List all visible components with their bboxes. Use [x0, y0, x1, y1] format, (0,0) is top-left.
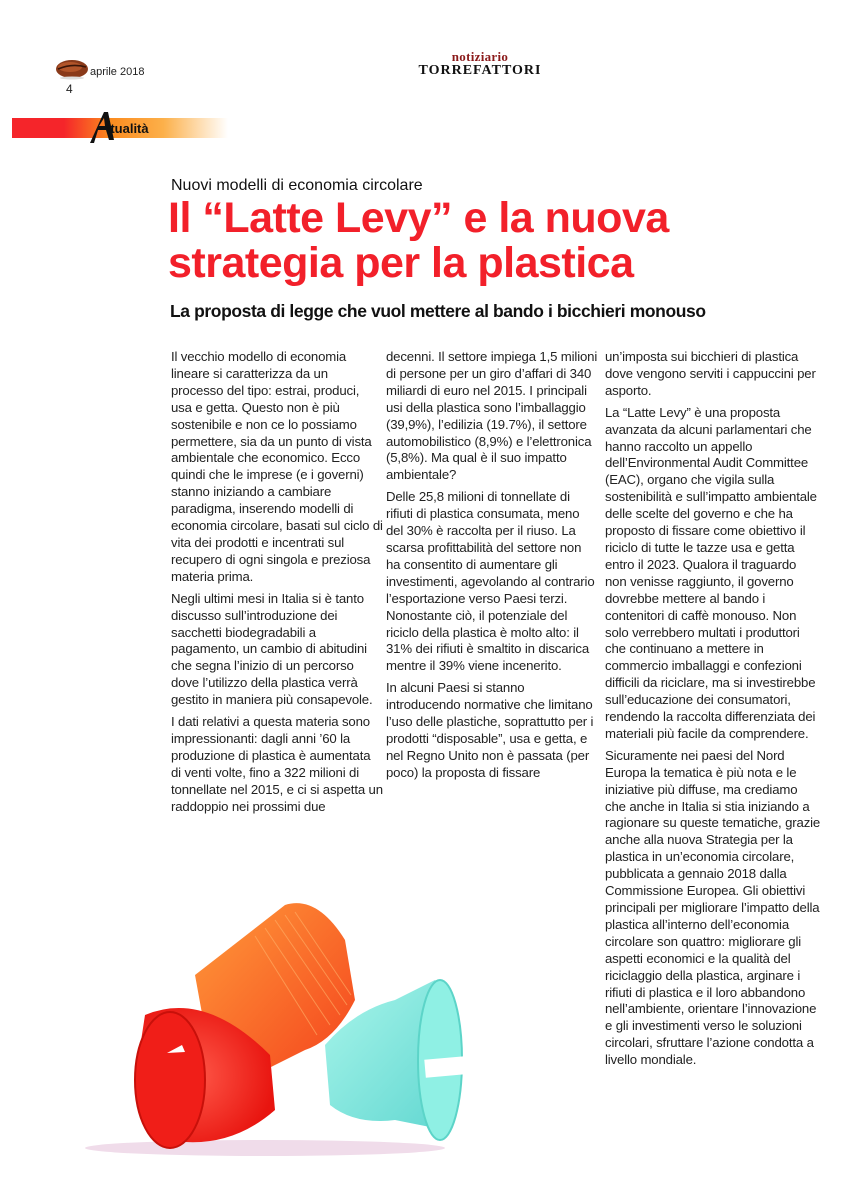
paragraph: Delle 25,8 milioni di tonnellate di rifiuti di plastica consumata, meno del 30% è raccolta per il riuso. La scarsa profittabilità del settore non ha consentito di aumentare gli investimenti, agevolando al contrario l’esportazione verso Paesi terzi. Nonostante ciò, il potenziale del riciclo della plastica è molto alto: il 31% dei rifiuti è smaltito in discarica mentre il 39% viene incenerito. — [386, 489, 595, 674]
paragraph: un’imposta sui bicchieri di plastica dove vengono serviti i cappuccini per asporto. — [605, 349, 816, 398]
article-column-1 — [171, 349, 383, 820]
coffee-bean-icon — [55, 58, 89, 80]
paragraph: La “Latte Levy” è una proposta avanzata da alcuni parlamentari che hanno raccolto un appello dell’Environmental Audit Committee (EAC), organo che vigila sulla sostenibilità e sull’impatto ambientale delle scelte del governo e che ha proposto di fissare come obiettivo il riciclo di tutte le tazze usa e getta entro il 2023. Qualora il traguardo non venisse raggiunto, il governo dovrebbe mettere al bando i contenitori di caffè monouso. Non solo verrebbero multati i produttori che continuano a mettere in commercio imballaggi e confezioni difficili da riciclare, ma si investirebbe sull’educazione dei consumatori, rendendo la raccolta differenziata dei materiali più facile da comprendere. — [605, 404, 817, 741]
section-label: ttualità — [106, 121, 149, 136]
title-line-2: strategia per la plastica — [168, 239, 634, 287]
article-subtitle: La proposta di legge che vuol mettere al bando i bicchieri monouso — [170, 301, 706, 321]
masthead-big: TORREFATTORI — [418, 63, 542, 78]
issue-date: aprile 2018 — [90, 66, 145, 78]
page-number: 4 — [66, 82, 73, 96]
paragraph: I dati relativi a questa materia sono impressionanti: dagli anni ’60 la produzione di plastica è aumentata di venti volte, fino a 322 milioni di tonnellate nel 2015, e ci si aspetta un raddoppio nei prossimi due — [171, 714, 383, 814]
paragraph: Sicuramente nei paesi del Nord Europa la tematica è più nota e le iniziative più diffuse, ma crediamo che anche in Italia si stia iniziando a ragionare su queste tematiche, grazie anche alla nuova Strategia per la plastica in un’economia circolare, pubblicata a gennaio 2018 dalla Commissione Europea. Gli obiettivi principali per migliorare l’impatto della plastica all’interno dell’economia circolare son quattro: migliorare gli aspetti economici e la qualità del riciclaggio della plastica, arginare i rifiuti di plastica e il loro abbandono nell’ambiente, orientare l’innovazione e gli investimenti verso le soluzioni circolari, sfruttare l’azione condotta a livello mondiale. — [605, 747, 821, 1068]
article-column-3 — [605, 349, 821, 1074]
masthead-small: notiziario — [451, 49, 509, 64]
paragraph: decenni. Il settore impiega 1,5 milioni di persone per un giro d’affari di 340 miliardi di euro nel 2015. I principali usi della plastica sono l’imballaggio (39,9%), l’edilizia (19.7%), il settore automobilistico (8,9%) e l’elettronica (5,8%). Ma qual è il suo impatto ambientale? — [386, 349, 598, 483]
plastic-cups-photo — [55, 880, 480, 1160]
title-line-1: Il “Latte Levy” e la nuova — [168, 194, 669, 242]
shadow — [85, 1140, 445, 1156]
article-kicker: Nuovi modelli di economia circolare — [171, 177, 423, 194]
masthead-logo — [380, 50, 580, 78]
article-title — [168, 196, 828, 286]
article-column-2 — [386, 349, 598, 787]
paragraph: Il vecchio modello di economia lineare si caratterizza da un processo del tipo: estrai, produci, usa e getta. Questo non è più sostenibile e non ce lo possiamo permettere, sia da un punto di vista ambientale che economico. Ecco quindi che le imprese (e i governi) stanno iniziando a cambiare paradigma, inserendo modelli di economia circolare, basati sul ciclo di vita dei prodotti e incentrati sul recupero di ogni singola e preziosa materia prima. — [171, 349, 383, 584]
paragraph: In alcuni Paesi si stanno introducendo normative che limitano l’uso delle plastiche, soprattutto per i prodotti “disposable”, usa e getta, e nel Regno Unito non è passata (per poco) la proposta di fissare — [386, 680, 594, 780]
paragraph: Negli ultimi mesi in Italia si è tanto discusso sull’introduzione dei sacchetti biodegradabili a pagamento, un cambio di abitudini che segna l’inizio di un percorso dove l’utilizzo della plastica verrà gestito in maniera più consapevole. — [171, 590, 373, 708]
